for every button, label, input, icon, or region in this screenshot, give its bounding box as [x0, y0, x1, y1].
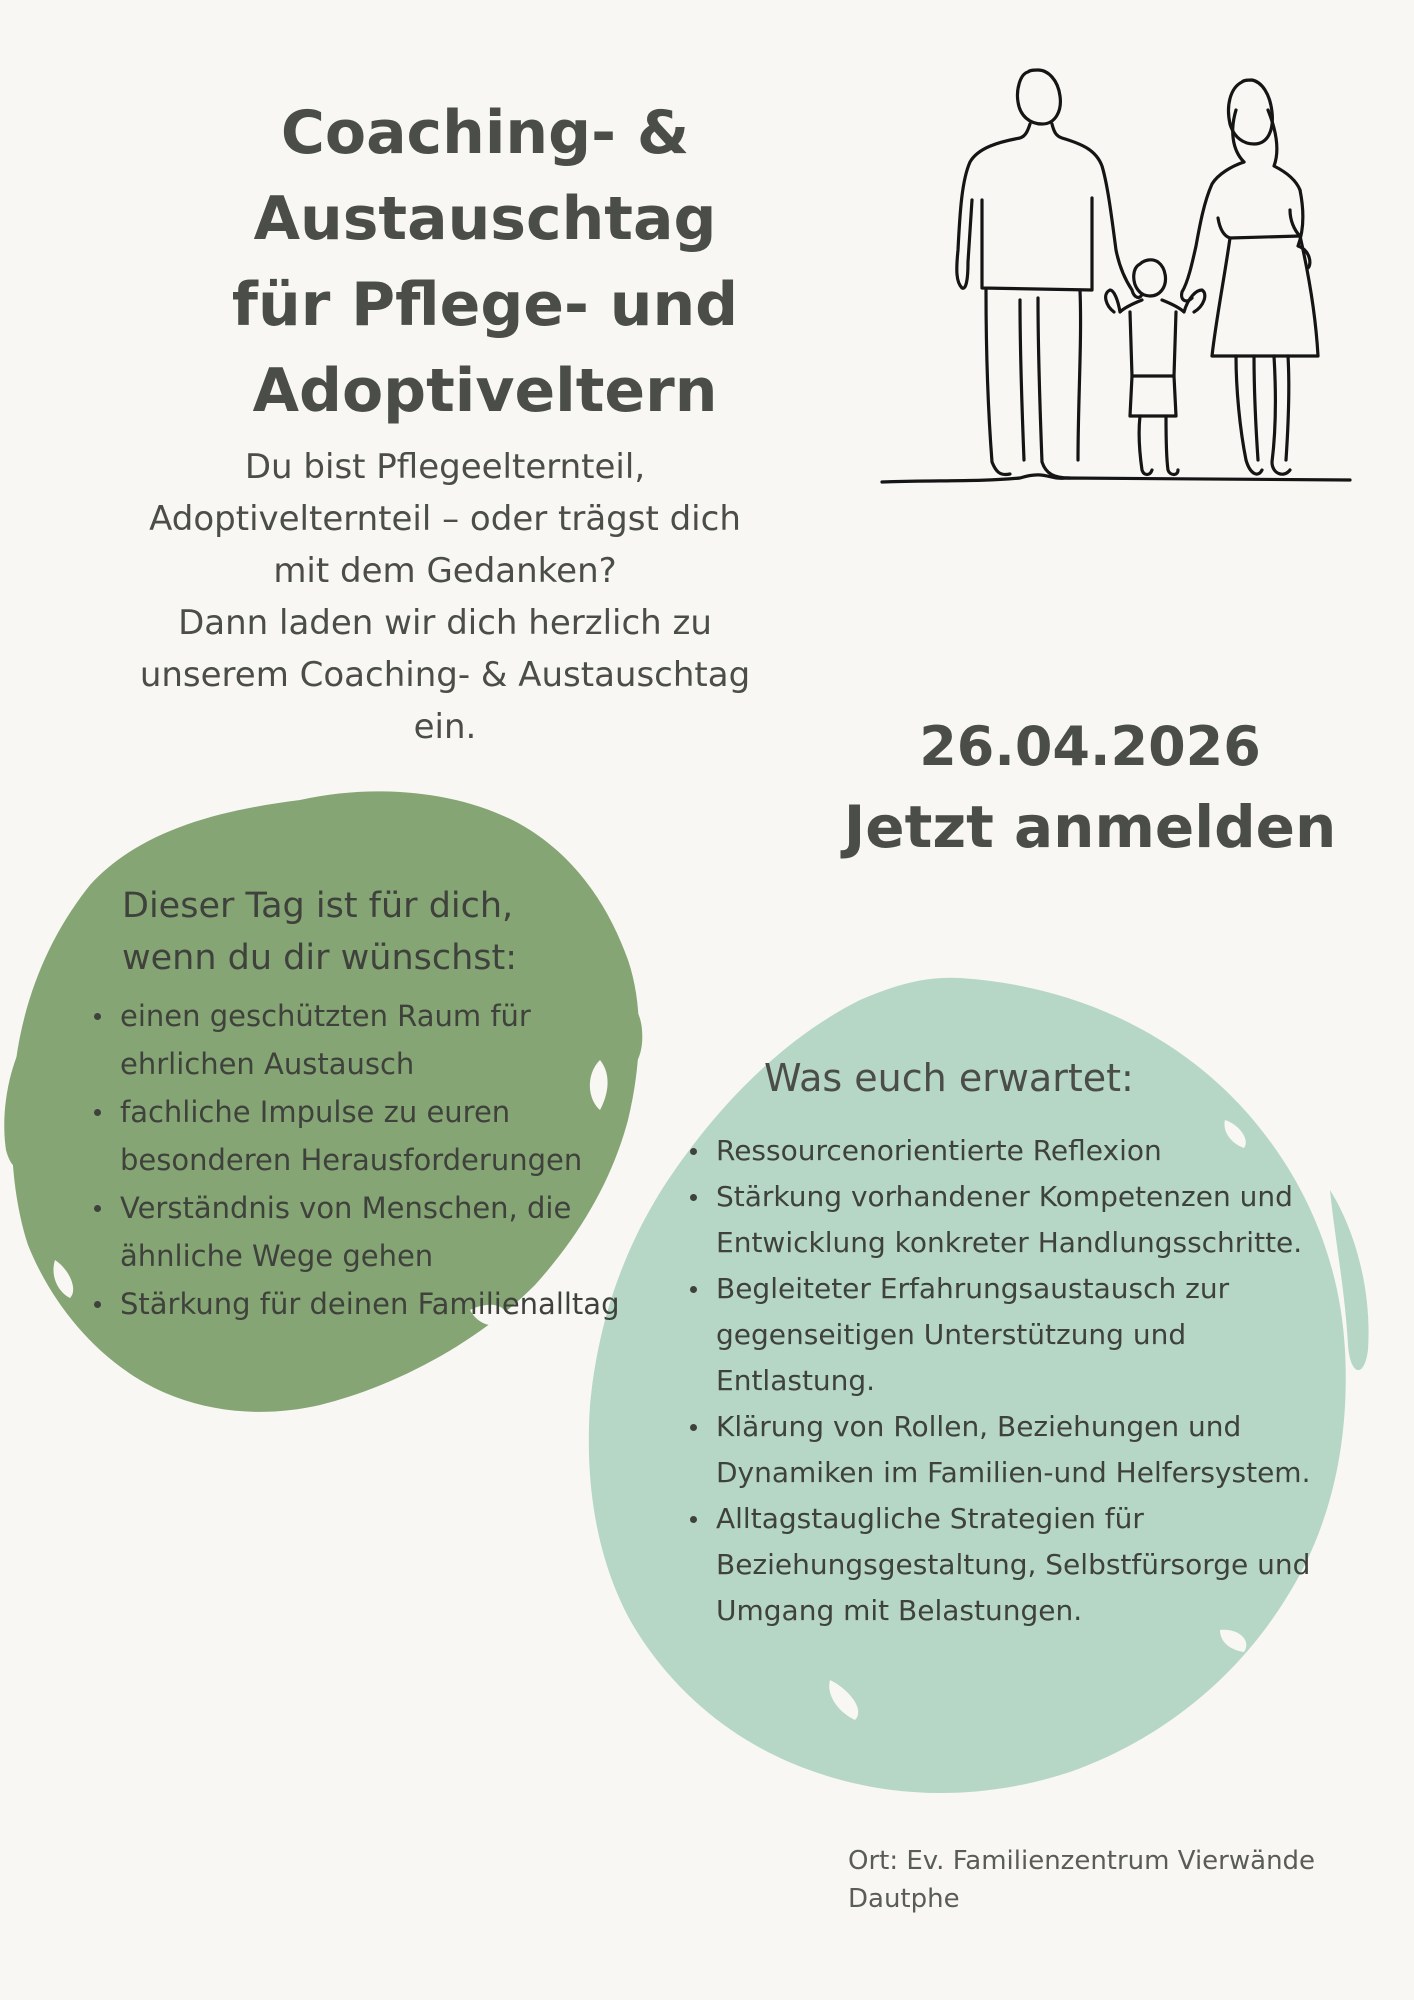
location-info	[848, 1842, 1368, 1918]
family-icon	[870, 50, 1380, 500]
event-date: 26.04.2026	[919, 715, 1261, 778]
location-line: Ort: Ev. Familienzentrum Vierwände	[848, 1846, 1316, 1876]
audience-heading-line: Dieser Tag ist für dich,	[122, 886, 514, 926]
list-item: Begleiteter Erfahrungsaustausch zur gegenseitigen Unterstützung und Entlastung.	[716, 1266, 1340, 1404]
intro-line: Du bist Pflegeelternteil,	[244, 447, 646, 487]
list-item: einen geschützten Raum für ehrlichen Austausch	[120, 992, 620, 1088]
list-item: Alltagstaugliche Strategien für Beziehungsgestaltung, Selbstfürsorge und Umgang mit Belastungen.	[716, 1496, 1340, 1634]
intro-line: ein.	[413, 707, 477, 747]
audience-heading-line: wenn du dir wünschst:	[122, 938, 518, 978]
list-item: fachliche Impulse zu euren besonderen Herausforderungen	[120, 1088, 620, 1184]
intro-text	[90, 441, 800, 753]
audience-heading	[80, 880, 620, 984]
audience-panel	[80, 880, 620, 1328]
register-cta: Jetzt anmelden	[843, 793, 1337, 861]
title-line: Adoptiveltern	[252, 356, 718, 426]
intro-line: unserem Coaching- & Austauschtag	[139, 655, 751, 695]
list-item: Stärkung für deinen Familienalltag	[120, 1280, 620, 1328]
program-panel	[680, 1050, 1340, 1634]
title-line: für Pflege- und	[231, 270, 739, 340]
location-line: Dautphe	[848, 1884, 960, 1914]
list-item: Ressourcenorientierte Reflexion	[716, 1128, 1340, 1174]
page-title	[40, 90, 930, 434]
list-item: Verständnis von Menschen, die ähnliche Wege gehen	[120, 1184, 620, 1280]
intro-line: mit dem Gedanken?	[273, 551, 617, 591]
list-item: Klärung von Rollen, Beziehungen und Dynamiken im Familien-und Helfersystem.	[716, 1404, 1340, 1496]
title-line: Coaching- & Austauschtag	[253, 98, 717, 254]
audience-list	[80, 992, 620, 1328]
list-item: Stärkung vorhandener Kompetenzen und Entwicklung konkreter Handlungsschritte.	[716, 1174, 1340, 1266]
intro-line: Adoptivelternteil – oder trägst dich	[149, 499, 741, 539]
event-info	[830, 708, 1350, 868]
program-heading: Was euch erwartet:	[764, 1056, 1134, 1100]
program-list	[680, 1128, 1340, 1634]
intro-line: Dann laden wir dich herzlich zu	[178, 603, 712, 643]
